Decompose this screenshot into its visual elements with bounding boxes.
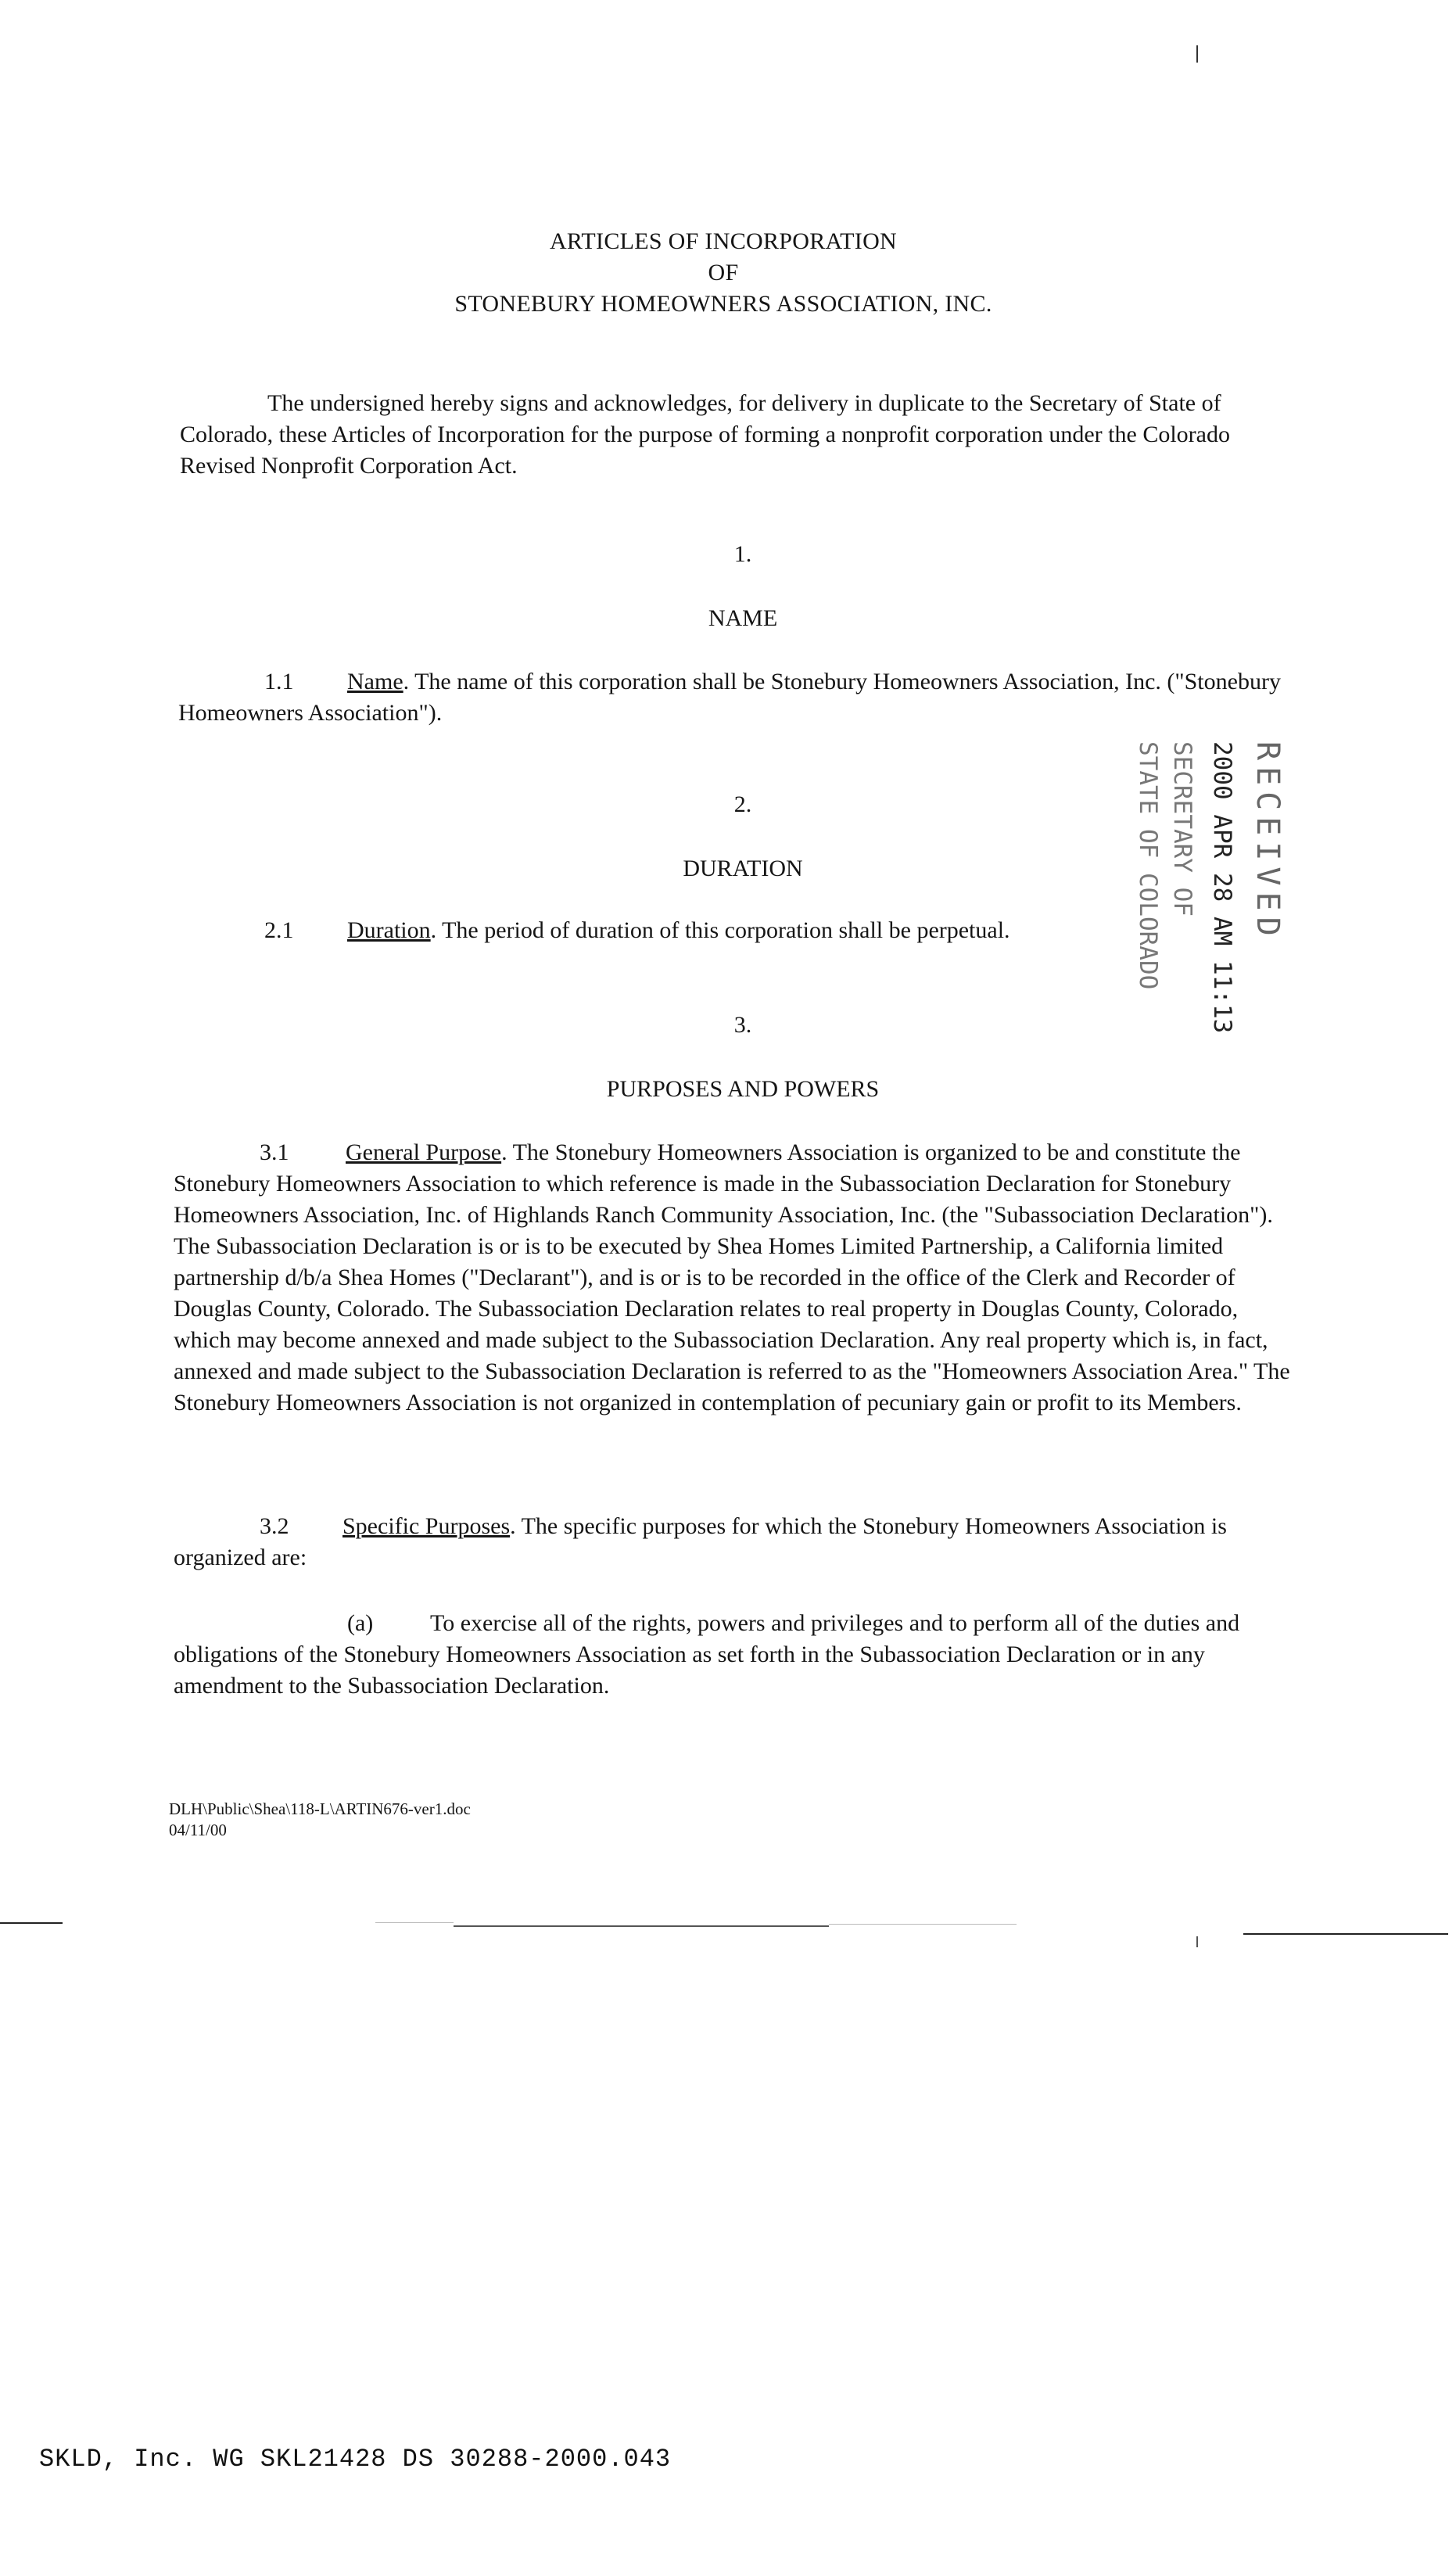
margin-mark-lower — [1196, 1936, 1198, 1947]
stamp-state: STATE OF COLORADO — [1134, 741, 1162, 990]
subsection-a-text: To exercise all of the rights, powers and privileges and to perform all of the duties and obligations of the Stonebury Homeowners Association as set forth in the Subassociation Declaration or in any amendment to the Subassociation Declaration. — [174, 1610, 1240, 1699]
section-3-2-number: 3.2 — [260, 1513, 289, 1539]
section-1-1-heading: Name — [347, 669, 403, 694]
section-3-2-text: . The specific purposes for which the Stonebury Homeowners Association is organized are: — [174, 1513, 1227, 1570]
section-1-1-number: 1.1 — [264, 669, 294, 694]
received-stamp — [1110, 741, 1290, 1034]
section-3-1-heading: General Purpose — [346, 1139, 502, 1165]
subsection-a-label: (a) — [347, 1610, 374, 1636]
document-date: 04/11/00 — [169, 1821, 227, 1839]
section-3-2 — [174, 1511, 1284, 1573]
page-edge-line-center-faint-2 — [829, 1924, 1017, 1925]
section-2-1-heading: Duration — [347, 917, 431, 943]
article-2-title: DURATION — [683, 856, 803, 881]
section-3-1-text: . The Stonebury Homeowners Association is organized to be and constitute the Stonebury Homeowners Association to which reference is made in the Subassociation Declaration for Stonebury Homeowners Association, Inc. of Highlands Ranch Community Association, Inc. (the "Subassociation Declaration"). The Subassociation Declaration is or is to be executed by Shea Homes Limited Partnership, a California limited partnership d/b/a Shea Homes ("Declarant"), and is or is to be recorded in the office of the Clerk and Recorder of Douglas County, Colorado. The Subassociation Declaration relates to real property in Douglas County, Colorado, which may become annexed and made subject to the Subassociation Declaration. Any real property which is, in fact, annexed and made subject to the Subassociation Declaration is referred to as the "Homeowners Association Area." The Stonebury Homeowners Association is not organized in contemplation of pecuniary gain or profit to its Members. — [174, 1139, 1290, 1415]
page-edge-line-right — [1243, 1933, 1448, 1935]
document-path: DLH\Public\Shea\118-L\ARTIN676-ver1.doc — [169, 1799, 471, 1818]
section-2-1-number: 2.1 — [264, 917, 294, 943]
article-3-title: PURPOSES AND POWERS — [606, 1076, 880, 1102]
page-edge-line-center — [454, 1925, 829, 1927]
intro-paragraph: The undersigned hereby signs and acknowledges, for delivery in duplicate to the Secretary of State of Colorado, these Articles of Incorporation for the purpose of forming a nonprofit corporation under the Colorado Revised Nonprofit Corporation Act. — [180, 390, 1230, 479]
page-edge-line-center-faint — [375, 1922, 454, 1923]
section-3-1-number: 3.1 — [260, 1139, 289, 1165]
section-1-1 — [178, 666, 1304, 729]
section-3-2-heading: Specific Purposes — [342, 1513, 511, 1539]
section-1-1-text: . The name of this corporation shall be Stonebury Homeowners Association, Inc. ("Stonebury Homeowners Association"). — [178, 669, 1281, 726]
article-3-number: 3. — [733, 1012, 752, 1038]
article-1-title: NAME — [708, 605, 778, 631]
article-2-number: 2. — [733, 791, 752, 817]
subsection-a — [174, 1608, 1284, 1702]
article-1-number: 1. — [733, 541, 752, 567]
stamp-secretary: SECRETARY OF — [1168, 741, 1196, 917]
page-edge-line-left — [0, 1922, 63, 1924]
document-title-line-1: ARTICLES OF INCORPORATION — [549, 228, 898, 254]
stamp-received: RECEIVED — [1250, 741, 1286, 942]
section-2-1-text: . The period of duration of this corporation shall be perpetual. — [430, 917, 1010, 943]
section-3-1 — [174, 1137, 1300, 1419]
document-title-line-3: STONEBURY HOMEOWNERS ASSOCIATION, INC. — [454, 291, 992, 317]
margin-mark — [1196, 45, 1198, 63]
document-title-line-2: OF — [708, 260, 739, 285]
stamp-date: 2000 APR 28 AM 11:13 — [1208, 741, 1236, 1034]
scan-identifier: SKLD, Inc. WG SKL21428 DS 30288-2000.043 — [39, 2445, 672, 2474]
section-2-1 — [178, 915, 1195, 946]
